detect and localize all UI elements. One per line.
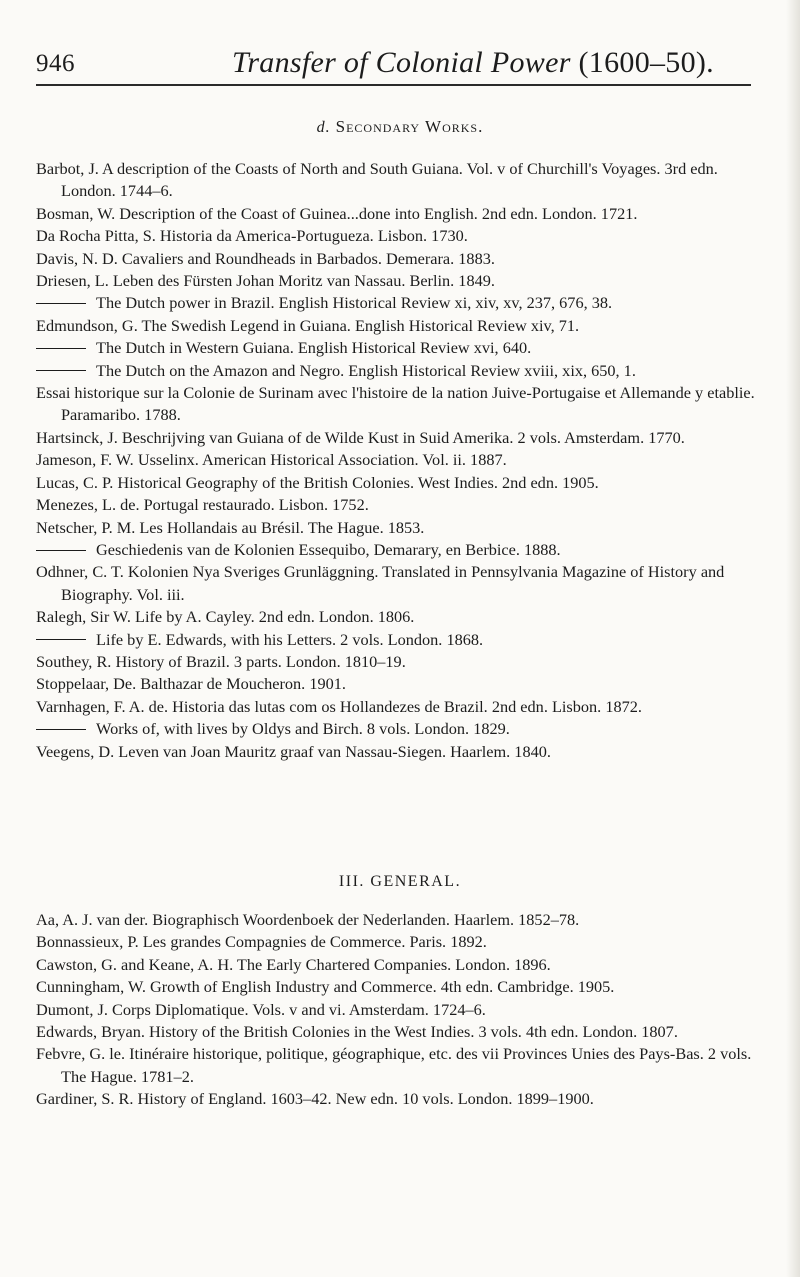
section-letter: d. (316, 119, 331, 136)
entry-text: Gardiner, S. R. History of England. 1603–42. New edn. 10 vols. London. 1899–1900. (36, 1089, 594, 1109)
entry-text: Cawston, G. and Keane, A. H. The Early Chartered Companies. London. 1896. (36, 954, 551, 974)
bibliography-entry (36, 472, 756, 494)
bibliography-entry (36, 337, 756, 359)
bibliography-entry (36, 954, 756, 976)
bibliography-entry (36, 629, 756, 651)
bibliography-entry (36, 517, 756, 539)
bibliography-entry (36, 539, 756, 561)
section-title: Secondary Works. (335, 117, 484, 136)
bibliography-entry (36, 673, 756, 695)
entry-text: Geschiedenis van de Kolonien Essequibo, Demarary, en Berbice. 1888. (96, 539, 561, 559)
entry-text: Lucas, C. P. Historical Geography of the British Colonies. West Indies. 2nd edn. 1905. (36, 472, 599, 492)
ditto-dash (36, 729, 86, 730)
bibliography-entry (36, 360, 756, 382)
ditto-dash (36, 370, 86, 371)
entry-text: Edmundson, G. The Swedish Legend in Guiana. English Historical Review xiv, 71. (36, 315, 580, 335)
entry-text: Da Rocha Pitta, S. Historia da America-Portugueza. Lisbon. 1730. (36, 226, 468, 246)
bibliography-entry (36, 1088, 756, 1110)
entry-text: Veegens, D. Leven van Joan Mauritz graaf van Nassau-Siegen. Haarlem. 1840. (36, 741, 551, 761)
ditto-dash (36, 550, 86, 551)
bibliography-entry (36, 382, 756, 427)
bibliography-entry (36, 270, 756, 292)
section-heading-secondary-works (0, 117, 800, 137)
entry-text: Ralegh, Sir W. Life by A. Cayley. 2nd edn. London. 1806. (36, 607, 415, 627)
running-head (232, 46, 714, 80)
bibliography-entry (36, 718, 756, 740)
entry-text: Southey, R. History of Brazil. 3 parts. London. 1810–19. (36, 651, 406, 671)
ditto-dash (36, 348, 86, 349)
bibliography-entry (36, 1021, 756, 1043)
entry-text: Barbot, J. A description of the Coasts of North and South Guiana. Vol. v of Churchill's Voyages. 3rd edn. London. 1744–6. (36, 159, 718, 201)
bibliography-entry (36, 292, 756, 314)
bibliography-entry (36, 225, 756, 247)
bibliography-entry (36, 1043, 756, 1088)
entry-text: The Dutch in Western Guiana. English Historical Review xvi, 640. (96, 338, 532, 358)
bibliography-entry (36, 248, 756, 270)
entry-text: Dumont, J. Corps Diplomatique. Vols. v and vi. Amsterdam. 1724–6. (36, 999, 486, 1019)
running-title: Transfer of Colonial Power (232, 46, 571, 79)
bibliography-entry (36, 741, 756, 763)
bibliography-entry (36, 158, 756, 203)
entry-text: Febvre, G. le. Itinéraire historique, politique, géographique, etc. des vii Provinces Unies des Pays-Bas. 2 vols. The Hague. 1781–2. (36, 1044, 752, 1086)
entry-text: Netscher, P. M. Les Hollandais au Brésil. The Hague. 1853. (36, 517, 425, 537)
entry-text: Edwards, Bryan. History of the British Colonies in the West Indies. 3 vols. 4th edn. London. 1807. (36, 1022, 678, 1042)
entry-text: Bosman, W. Description of the Coast of Guinea...done into English. 2nd edn. London. 1721. (36, 203, 638, 223)
bibliography-entry (36, 931, 756, 953)
entry-text: Driesen, L. Leben des Fürsten Johan Moritz van Nassau. Berlin. 1849. (36, 271, 495, 291)
bibliography-entry (36, 909, 756, 931)
bibliography-entry (36, 651, 756, 673)
entry-text: Menezes, L. de. Portugal restaurado. Lisbon. 1752. (36, 495, 369, 515)
bibliography-entry (36, 494, 756, 516)
running-dates: (1600–50). (578, 46, 714, 79)
bibliography-entry (36, 203, 756, 225)
ditto-dash (36, 303, 86, 304)
entry-text: Hartsinck, J. Beschrijving van Guiana of de Wilde Kust in Suid Amerika. 2 vols. Amsterdam. 1770. (36, 427, 685, 447)
entry-text: Varnhagen, F. A. de. Historia das lutas com os Hollandezes de Brazil. 2nd edn. Lisbon. 1872. (36, 696, 642, 716)
bibliography-entry (36, 561, 756, 606)
entry-text: Works of, with lives by Oldys and Birch. 8 vols. London. 1829. (96, 719, 510, 739)
entry-text: The Dutch power in Brazil. English Historical Review xi, xiv, xv, 237, 676, 38. (96, 293, 613, 313)
entry-text: Cunningham, W. Growth of English Industry and Commerce. 4th edn. Cambridge. 1905. (36, 977, 615, 997)
entry-text: Life by E. Edwards, with his Letters. 2 vols. London. 1868. (96, 629, 484, 649)
section-heading-general: III. GENERAL. (338, 873, 462, 890)
bibliography-entry (36, 449, 756, 471)
entry-text: Aa, A. J. van der. Biographisch Woordenboek der Nederlanden. Haarlem. 1852–78. (36, 910, 580, 929)
bibliography-entry (36, 606, 756, 628)
page-number: 946 (36, 50, 75, 77)
entry-text: Stoppelaar, De. Balthazar de Moucheron. 1901. (36, 674, 346, 694)
ditto-dash (36, 639, 86, 640)
header-rule (36, 84, 751, 86)
bibliography-entry (36, 976, 756, 998)
bibliography-entry (36, 315, 756, 337)
entry-text: Essai historique sur la Colonie de Surinam avec l'histoire de la nation Juive-Portugaise et Allemande y etablie. Paramaribo. 1788. (36, 383, 755, 425)
page-header (36, 44, 736, 84)
entry-text: The Dutch on the Amazon and Negro. English Historical Review xviii, xix, 650, 1. (96, 360, 636, 380)
general-works-list (36, 909, 756, 1111)
entry-text: Jameson, F. W. Usselinx. American Historical Association. Vol. ii. 1887. (36, 450, 507, 470)
page-edge-shadow (786, 0, 800, 1277)
secondary-works-list (36, 158, 756, 763)
bibliography-entry (36, 427, 756, 449)
entry-text: Bonnassieux, P. Les grandes Compagnies de Commerce. Paris. 1892. (36, 932, 487, 952)
bibliography-entry (36, 696, 756, 718)
entry-text: Davis, N. D. Cavaliers and Roundheads in Barbados. Demerara. 1883. (36, 248, 495, 268)
bibliography-entry (36, 999, 756, 1021)
entry-text: Odhner, C. T. Kolonien Nya Sveriges Grunläggning. Translated in Pennsylvania Magazine of History and Biography. Vol. iii. (36, 562, 725, 604)
